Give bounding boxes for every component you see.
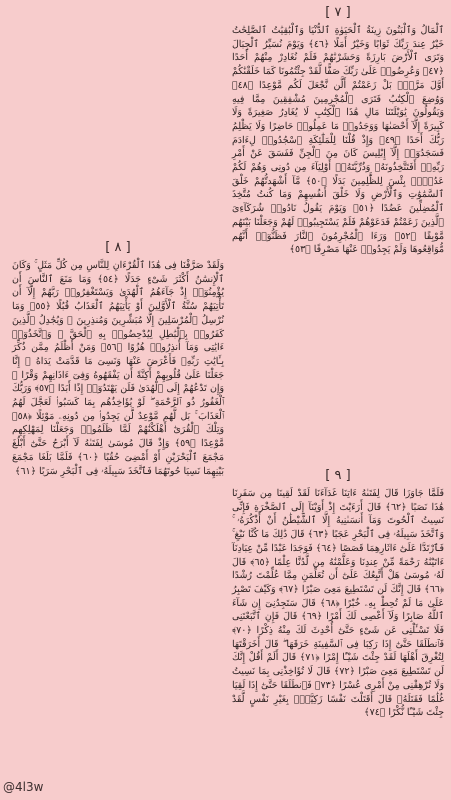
page-block-9 — [232, 468, 444, 720]
verse-text: فَلَمَّا جَاوَزَا قَالَ لِفَتَىٰهُ ءَاتِنَا غَدَآءَنَا لَقَدْ لَقِينَا مِن سَفَرِنَا هَٰذَا نَصَبًا ﴿٦٢﴾ قَالَ أَرَءَيْتَ إِذْ أَوَيْنَآ إِلَى ٱلصَّخْرَةِ فَإِنِّى نَسِيتُ ٱلْحُوتَ وَمَآ أَنسَىٰنِيهُ إِلَّا ٱلشَّيْطَٰنُ أَنْ أَذْكُرَهُۥ ۚ وَٱتَّخَذَ سَبِيلَهُۥ فِى ٱلْبَحْرِ عَجَبًا ﴿٦٣﴾ قَالَ ذَٰلِكَ مَا كُنَّا نَبْغِ ۚ فَٱرْتَدَّا عَلَىٰٓ ءَاثَارِهِمَا قَصَصًا ﴿٦٤﴾ فَوَجَدَا عَبْدًا مِّنْ عِبَادِنَآ ءَاتَيْنَٰهُ رَحْمَةً مِّنْ عِندِنَا وَعَلَّمْنَٰهُ مِن لَّدُنَّا عِلْمًا ﴿٦٥﴾ قَالَ لَهُۥ مُوسَىٰ هَلْ أَتَّبِعُكَ عَلَىٰٓ أَن تُعَلِّمَنِ مِمَّا عُلِّمْتَ رُشْدًا ﴿٦٦﴾ قَالَ إِنَّكَ لَن تَسْتَطِيعَ مَعِىَ صَبْرًا ﴿٦٧﴾ وَكَيْفَ تَصْبِرُ عَلَىٰ مَا لَمْ تُحِطْ بِهِۦ خُبْرًا ﴿٦٨﴾ قَالَ سَتَجِدُنِىٓ إِن شَآءَ ٱللَّهُ صَابِرًا وَلَآ أَعْصِى لَكَ أَمْرًا ﴿٦٩﴾ قَالَ فَإِنِ ٱتَّبَعْتَنِى فَلَا تَسْـَٔلْنِى عَن شَىْءٍ حَتَّىٰٓ أُحْدِثَ لَكَ مِنْهُ ذِكْرًا ﴿٧٠﴾ فَٱنطَلَقَا حَتَّىٰٓ إِذَا رَكِبَا فِى ٱلسَّفِينَةِ خَرَقَهَا ۖ قَالَ أَخَرَقْتَهَا لِتُغْرِقَ أَهْلَهَا لَقَدْ جِئْتَ شَيْـًٔا إِمْرًا ﴿٧١﴾ قَالَ أَلَمْ أَقُلْ إِنَّكَ لَن تَسْتَطِيعَ مَعِىَ صَبْرًا ﴿٧٢﴾ قَالَ لَا تُؤَاخِذْنِى بِمَا نَسِيتُ وَلَا تُرْهِقْنِى مِنْ أَمْرِى عُسْرًا ﴿٧٣﴾ فَٱنطَلَقَا حَتَّىٰٓ إِذَا لَقِيَا غُلَٰمًا فَقَتَلَهُۥ قَالَ أَقَتَلْتَ نَفْسًا زَكِيَّةًۢ بِغَيْرِ نَفْسٍ لَّقَدْ جِئْتَ شَيْـًٔا نُّكْرًا ﴿٧٤﴾ — [232, 488, 445, 719]
page-block-7 — [232, 5, 444, 257]
verse-text: ٱلْمَالُ وَٱلْبَنُونَ زِينَةُ ٱلْحَيَوٰةِ ٱلدُّنْيَا وَٱلْبَٰقِيَٰتُ ٱلصَّٰلِحَٰتُ خَيْرٌ عِندَ رَبِّكَ ثَوَابًا وَخَيْرٌ أَمَلًا ﴿٤٦﴾ وَيَوْمَ نُسَيِّرُ ٱلْجِبَالَ وَتَرَى ٱلْأَرْضَ بَارِزَةً وَحَشَرْنَٰهُمْ فَلَمْ نُغَادِرْ مِنْهُمْ أَحَدًا ﴿٤٧﴾ وَعُرِضُوا۟ عَلَىٰ رَبِّكَ صَفًّا لَّقَدْ جِئْتُمُونَا كَمَا خَلَقْنَٰكُمْ أَوَّلَ مَرَّةٍۭ بَلْ زَعَمْتُمْ أَلَّن نَّجْعَلَ لَكُم مَّوْعِدًا ﴿٤٨﴾ وَوُضِعَ ٱلْكِتَٰبُ فَتَرَى ٱلْمُجْرِمِينَ مُشْفِقِينَ مِمَّا فِيهِ وَيَقُولُونَ يَٰوَيْلَتَنَا مَالِ هَٰذَا ٱلْكِتَٰبِ لَا يُغَادِرُ صَغِيرَةً وَلَا كَبِيرَةً إِلَّآ أَحْصَىٰهَا وَوَجَدُوا۟ مَا عَمِلُوا۟ حَاضِرًا وَلَا يَظْلِمُ رَبُّكَ أَحَدًا ﴿٤٩﴾ وَإِذْ قُلْنَا لِلْمَلَٰٓئِكَةِ ٱسْجُدُوا۟ لِءَادَمَ فَسَجَدُوٓا۟ إِلَّآ إِبْلِيسَ كَانَ مِنَ ٱلْجِنِّ فَفَسَقَ عَنْ أَمْرِ رَبِّهِۦٓ أَفَتَتَّخِذُونَهُۥ وَذُرِّيَّتَهُۥٓ أَوْلِيَآءَ مِن دُونِى وَهُمْ لَكُمْ عَدُوٌّۢ بِئْسَ لِلظَّٰلِمِينَ بَدَلًا ﴿٥٠﴾ مَّآ أَشْهَدتُّهُمْ خَلْقَ ٱلسَّمَٰوَٰتِ وَٱلْأَرْضِ وَلَا خَلْقَ أَنفُسِهِمْ وَمَا كُنتُ مُتَّخِذَ ٱلْمُضِلِّينَ عَضُدًا ﴿٥١﴾ وَيَوْمَ يَقُولُ نَادُوا۟ شُرَكَآءِىَ ٱلَّذِينَ زَعَمْتُمْ فَدَعَوْهُمْ فَلَمْ يَسْتَجِيبُوا۟ لَهُمْ وَجَعَلْنَا بَيْنَهُم مَّوْبِقًا ﴿٥٢﴾ وَرَءَا ٱلْمُجْرِمُونَ ٱلنَّارَ فَظَنُّوٓا۟ أَنَّهُم مُّوَاقِعُوهَا وَلَمْ يَجِدُوا۟ عَنْهَا مَصْرِفًا ﴿٥٣﴾ — [232, 25, 444, 256]
verse-text: وَلَقَدْ صَرَّفْنَا فِى هَٰذَا ٱلْقُرْءَانِ لِلنَّاسِ مِن كُلِّ مَثَلٍ ۚ وَكَانَ ٱلْإِنسَٰنُ أَكْثَرَ شَىْءٍ جَدَلًا ﴿٥٤﴾ وَمَا مَنَعَ ٱلنَّاسَ أَن يُؤْمِنُوٓا۟ إِذْ جَآءَهُمُ ٱلْهُدَىٰ وَيَسْتَغْفِرُوا۟ رَبَّهُمْ إِلَّآ أَن تَأْتِيَهُمْ سُنَّةُ ٱلْأَوَّلِينَ أَوْ يَأْتِيَهُمُ ٱلْعَذَابُ قُبُلًا ﴿٥٥﴾ وَمَا نُرْسِلُ ٱلْمُرْسَلِينَ إِلَّا مُبَشِّرِينَ وَمُنذِرِينَ ۚ وَيُجَٰدِلُ ٱلَّذِينَ كَفَرُوا۟ بِٱلْبَٰطِلِ لِيُدْحِضُوا۟ بِهِ ٱلْحَقَّ ۖ وَٱتَّخَذُوٓا۟ ءَايَٰتِى وَمَآ أُنذِرُوا۟ هُزُوًا ﴿٥٦﴾ وَمَنْ أَظْلَمُ مِمَّن ذُكِّرَ بِـَٔايَٰتِ رَبِّهِۦ فَأَعْرَضَ عَنْهَا وَنَسِىَ مَا قَدَّمَتْ يَدَاهُ ۚ إِنَّا جَعَلْنَا عَلَىٰ قُلُوبِهِمْ أَكِنَّةً أَن يَفْقَهُوهُ وَفِىٓ ءَاذَانِهِمْ وَقْرًا ۖ وَإِن تَدْعُهُمْ إِلَى ٱلْهُدَىٰ فَلَن يَهْتَدُوٓا۟ إِذًا أَبَدًا ﴿٥٧﴾ وَرَبُّكَ ٱلْغَفُورُ ذُو ٱلرَّحْمَةِ ۖ لَوْ يُؤَاخِذُهُم بِمَا كَسَبُوا۟ لَعَجَّلَ لَهُمُ ٱلْعَذَابَ ۚ بَل لَّهُم مَّوْعِدٌ لَّن يَجِدُوا۟ مِن دُونِهِۦ مَوْئِلًا ﴿٥٨﴾ وَتِلْكَ ٱلْقُرَىٰٓ أَهْلَكْنَٰهُمْ لَمَّا ظَلَمُوا۟ وَجَعَلْنَا لِمَهْلِكِهِم مَّوْعِدًا ﴿٥٩﴾ وَإِذْ قَالَ مُوسَىٰ لِفَتَىٰهُ لَآ أَبْرَحُ حَتَّىٰٓ أَبْلُغَ مَجْمَعَ ٱلْبَحْرَيْنِ أَوْ أَمْضِىَ حُقُبًا ﴿٦٠﴾ فَلَمَّا بَلَغَا مَجْمَعَ بَيْنِهِمَا نَسِيَا حُوتَهُمَا فَٱتَّخَذَ سَبِيلَهُۥ فِى ٱلْبَحْرِ سَرَبًا ﴿٦١﴾ — [12, 260, 225, 477]
watermark: @4l3w — [3, 780, 44, 794]
page-number: [ ٩ ] — [325, 468, 351, 483]
page-number: [ ٧ ] — [325, 5, 351, 20]
page-number: [ ٨ ] — [105, 240, 131, 255]
page-block-8 — [12, 240, 224, 478]
